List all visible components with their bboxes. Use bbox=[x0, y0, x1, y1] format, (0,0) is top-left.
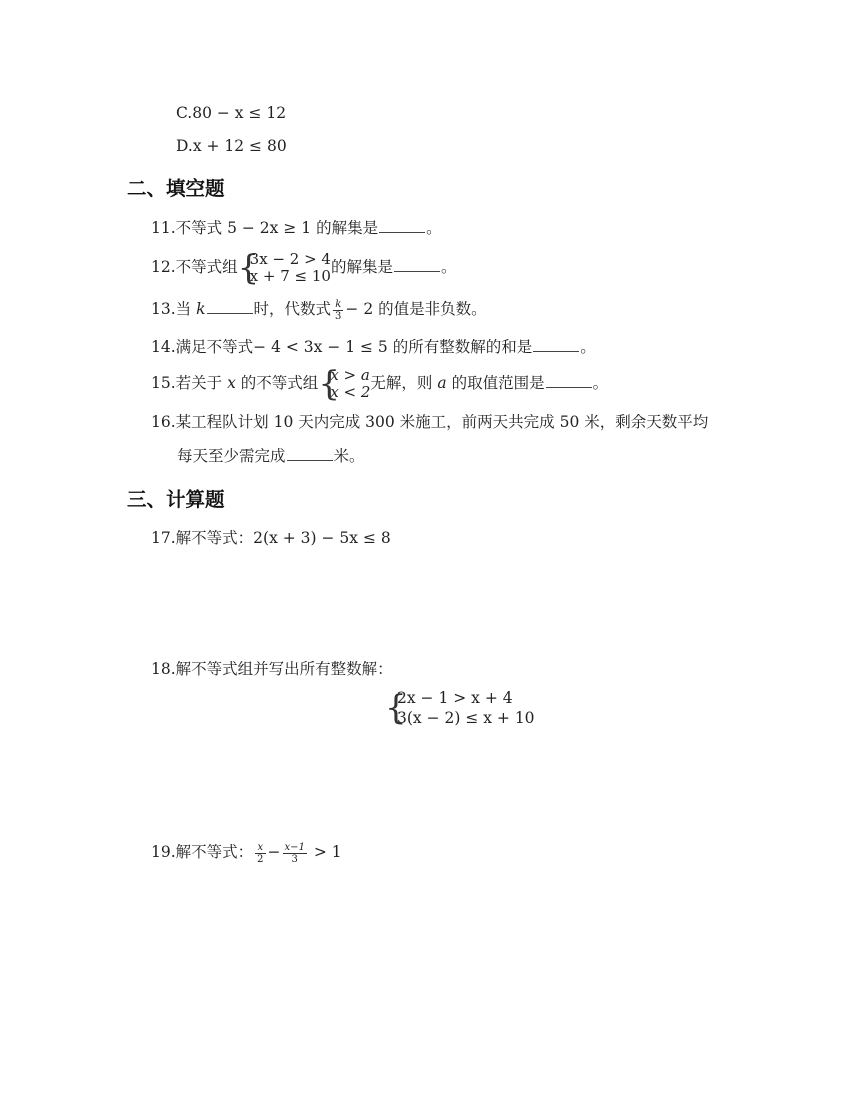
section-heading-fill: 二、填空题 bbox=[127, 177, 225, 200]
question-13 bbox=[151, 296, 487, 322]
fraction bbox=[333, 299, 343, 322]
inequality-system bbox=[237, 248, 331, 288]
system-row: x + 7 ≤ 10 bbox=[249, 267, 331, 285]
question-16-continued bbox=[177, 446, 365, 466]
fraction bbox=[283, 842, 307, 865]
question-text: 满足不等式 bbox=[175, 338, 254, 356]
math-expr: 2(x + 3) − 5x ≤ 8 bbox=[253, 529, 391, 547]
fraction-denominator: 2 bbox=[257, 853, 264, 865]
math-expr: − 4 < 3x − 1 ≤ 5 bbox=[253, 338, 388, 356]
punctuation: 。 bbox=[426, 219, 442, 237]
answer-blank[interactable] bbox=[533, 337, 579, 352]
question-number: 17. bbox=[151, 529, 176, 547]
inequality-system bbox=[385, 688, 535, 728]
option-c-expr: 80 − x ≤ 12 bbox=[192, 104, 287, 122]
question-text: 不等式 bbox=[175, 219, 223, 237]
fraction-denominator: 3 bbox=[291, 853, 298, 865]
punctuation: 。 bbox=[580, 338, 596, 356]
question-18-system bbox=[385, 688, 535, 728]
section-heading-calc: 三、计算题 bbox=[127, 488, 225, 511]
question-number: 19. bbox=[151, 843, 176, 861]
system-row: 3x − 2 > 4 bbox=[249, 250, 331, 268]
question-text: 米。 bbox=[333, 447, 365, 465]
option-d-expr: x + 12 ≤ 80 bbox=[192, 137, 287, 155]
question-11 bbox=[151, 218, 442, 238]
question-number: 11. bbox=[151, 219, 176, 237]
question-text: 的值是非负数。 bbox=[378, 300, 487, 318]
answer-blank[interactable] bbox=[207, 299, 253, 314]
option-c-label: C. bbox=[176, 104, 193, 122]
system-row: 3(x − 2) ≤ x + 10 bbox=[397, 709, 535, 727]
left-brace-icon: { bbox=[385, 688, 407, 728]
answer-blank[interactable] bbox=[287, 446, 333, 461]
answer-blank[interactable] bbox=[394, 257, 440, 272]
question-text: 解不等式组并写出所有整数解： bbox=[175, 660, 393, 678]
system-row: x < 2 bbox=[330, 383, 371, 401]
question-number: 15. bbox=[151, 374, 176, 392]
math-expr: > 1 bbox=[313, 843, 342, 861]
question-14 bbox=[151, 337, 596, 357]
fraction-numerator: x bbox=[255, 842, 265, 854]
punctuation: 。 bbox=[441, 258, 457, 276]
question-text: 的解集是 bbox=[330, 258, 393, 276]
question-number: 16. bbox=[151, 413, 176, 431]
fraction-numerator: k bbox=[333, 299, 343, 311]
question-text: 的解集是 bbox=[316, 219, 379, 237]
math-var: k bbox=[196, 300, 206, 318]
question-number: 13. bbox=[151, 300, 176, 318]
answer-blank[interactable] bbox=[546, 373, 592, 388]
left-brace-icon: { bbox=[318, 364, 340, 404]
question-number: 14. bbox=[151, 338, 176, 356]
question-text: 的取值范围是 bbox=[451, 374, 545, 392]
question-text: 时，代数式 bbox=[253, 300, 332, 318]
math-expr: − 2 bbox=[345, 300, 374, 318]
math-expr: 5 − 2x ≥ 1 bbox=[227, 219, 312, 237]
left-brace-icon: { bbox=[237, 248, 260, 288]
question-text: 解不等式： bbox=[175, 843, 254, 861]
question-17 bbox=[151, 528, 391, 548]
question-text: 无解，则 bbox=[370, 374, 433, 392]
question-12 bbox=[151, 248, 457, 286]
question-text: 解不等式： bbox=[175, 529, 254, 547]
inequality-system bbox=[318, 364, 371, 404]
question-15 bbox=[151, 364, 608, 402]
question-18 bbox=[151, 659, 393, 679]
question-text: 的不等式组 bbox=[240, 374, 319, 392]
fraction bbox=[255, 842, 265, 865]
fraction-numerator: x−1 bbox=[284, 841, 305, 853]
question-text: 的所有整数解的和是 bbox=[392, 338, 533, 356]
fraction-denominator: 3 bbox=[335, 310, 342, 322]
math-operator: − bbox=[267, 843, 281, 861]
system-row: 2x − 1 > x + 4 bbox=[397, 689, 513, 707]
question-19 bbox=[151, 838, 342, 866]
question-text: 某工程队计划 10 天内完成 300 米施工，前两天共完成 50 米，剩余天数平均 bbox=[175, 413, 709, 431]
option-d-label: D. bbox=[176, 137, 193, 155]
punctuation: 。 bbox=[592, 374, 609, 392]
question-text: 若关于 bbox=[175, 374, 223, 392]
question-text: 不等式组 bbox=[175, 258, 238, 276]
math-var: a bbox=[437, 374, 447, 392]
math-var: x bbox=[227, 374, 236, 392]
question-number: 18. bbox=[151, 660, 176, 678]
option-c bbox=[176, 103, 286, 123]
question-text: 当 bbox=[175, 300, 192, 318]
answer-blank[interactable] bbox=[379, 218, 425, 233]
question-16 bbox=[151, 412, 708, 432]
option-d bbox=[176, 136, 287, 156]
question-number: 12. bbox=[151, 258, 176, 276]
system-row: x > a bbox=[330, 366, 370, 384]
question-text: 每天至少需完成 bbox=[177, 447, 286, 465]
